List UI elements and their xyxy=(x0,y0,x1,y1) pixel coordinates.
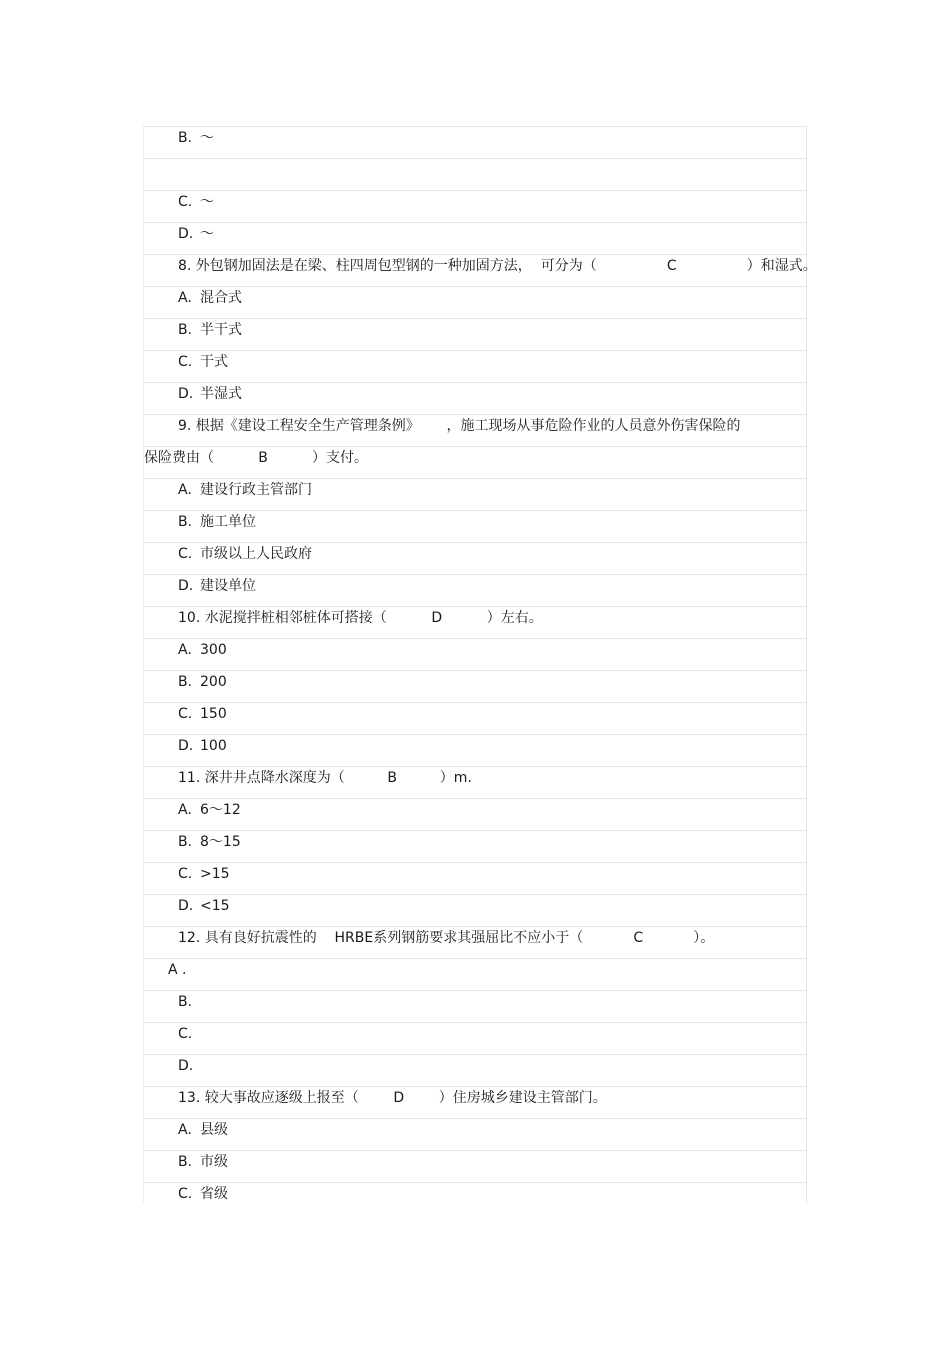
option-letter: B. xyxy=(178,1154,193,1170)
option-row xyxy=(143,1054,807,1086)
row-text xyxy=(178,769,472,787)
row-text xyxy=(178,801,241,819)
answer-key: C xyxy=(666,258,677,274)
option-text: 省级 xyxy=(200,1186,228,1202)
option-letter: C. xyxy=(178,354,193,370)
row-text xyxy=(178,385,242,403)
option-text: 施工单位 xyxy=(200,514,256,530)
option-text: 市级 xyxy=(200,1154,228,1170)
option-row xyxy=(143,702,807,734)
option-letter: C. xyxy=(178,1026,193,1042)
question-tail: ）支付。 xyxy=(312,450,368,466)
option-letter: B. xyxy=(178,514,193,530)
option-letter: D. xyxy=(178,898,194,914)
option-text: 建设单位 xyxy=(200,578,256,594)
option-letter: B. xyxy=(178,674,193,690)
option-letter: D. xyxy=(178,738,194,754)
row-text xyxy=(178,577,256,595)
row-text xyxy=(178,193,214,211)
question-sheet xyxy=(143,126,817,1204)
row-text xyxy=(178,833,241,851)
option-row xyxy=(143,734,807,766)
option-row xyxy=(143,190,807,222)
option-text: 半湿式 xyxy=(200,386,242,402)
option-text: <15 xyxy=(200,898,230,914)
row-text xyxy=(178,129,214,147)
option-row xyxy=(143,350,807,382)
row-text xyxy=(178,897,230,915)
option-text: 100 xyxy=(200,738,227,754)
row-text xyxy=(178,289,242,307)
option-text: 建设行政主管部门 xyxy=(200,482,312,498)
option-text: 市级以上人民政府 xyxy=(200,546,312,562)
option-letter: D. xyxy=(178,578,194,594)
question-tail: ）左右。 xyxy=(486,610,543,626)
option-text: 200 xyxy=(200,674,227,690)
option-text: 150 xyxy=(200,706,227,722)
option-row xyxy=(143,958,807,990)
option-row xyxy=(143,318,807,350)
answer-key: D xyxy=(393,1090,405,1106)
answer-key: B xyxy=(258,450,268,466)
option-text: 县级 xyxy=(200,1122,228,1138)
question-tail: ）m. xyxy=(439,770,472,786)
option-letter: A. xyxy=(178,642,192,658)
option-text: 300 xyxy=(200,642,227,658)
question-stem: 8. 外包钢加固法是在梁、柱四周包型钢的一种加固方法， 可分为（ xyxy=(178,258,597,274)
row-text xyxy=(178,673,227,691)
row-text xyxy=(178,513,256,531)
row-text xyxy=(178,609,543,627)
row-text: 9. 根据《建设工程安全生产管理条例》 ，施工现场从事危险作业的人员意外伤害保险的 xyxy=(178,418,741,434)
option-row xyxy=(143,798,807,830)
option-letter: C. xyxy=(178,194,193,210)
row-text: A . xyxy=(168,962,187,978)
option-row xyxy=(143,862,807,894)
question-row xyxy=(143,446,807,478)
option-letter: A. xyxy=(178,290,192,306)
row-text xyxy=(178,865,230,883)
option-letter: A. xyxy=(178,1122,192,1138)
question-row xyxy=(143,766,807,798)
option-text: ～ xyxy=(200,130,214,146)
option-text: ～ xyxy=(200,194,214,210)
question-stem: 11. 深井井点降水深度为（ xyxy=(178,770,345,786)
question-row xyxy=(143,926,807,958)
row-text xyxy=(178,1089,607,1107)
answer-key: C xyxy=(633,930,644,946)
question-stem: 13. 较大事故应逐级上报至（ xyxy=(178,1090,359,1106)
option-letter: C. xyxy=(178,546,193,562)
option-letter: D. xyxy=(178,1058,194,1074)
option-row xyxy=(143,542,807,574)
question-stem: 保险费由（ xyxy=(144,450,214,466)
option-letter: A. xyxy=(178,802,192,818)
row-text xyxy=(178,1121,228,1139)
option-letter: B. xyxy=(178,322,193,338)
question-row xyxy=(143,254,817,286)
row-text xyxy=(144,449,368,467)
row-text xyxy=(178,545,312,563)
option-row xyxy=(143,1182,807,1204)
option-text: 干式 xyxy=(200,354,228,370)
option-row xyxy=(143,574,807,606)
option-row xyxy=(143,126,807,158)
answer-key: D xyxy=(431,610,443,626)
option-letter: D. xyxy=(178,386,194,402)
option-text: ～ xyxy=(200,226,214,242)
row-text xyxy=(178,1025,200,1043)
answer-key: B xyxy=(387,770,398,786)
option-letter: A. xyxy=(178,482,192,498)
option-text: 6～12 xyxy=(200,802,241,818)
option-letter: C. xyxy=(178,1186,193,1202)
row-text xyxy=(178,481,312,499)
question-row xyxy=(143,606,807,638)
option-row xyxy=(143,222,807,254)
option-row xyxy=(143,1150,807,1182)
option-letter: C. xyxy=(178,866,193,882)
blank-row xyxy=(143,158,807,190)
question-stem: 10. 水泥搅拌桩相邻桩体可搭接（ xyxy=(178,610,387,626)
row-text xyxy=(178,705,227,723)
option-row xyxy=(143,638,807,670)
option-text: 半干式 xyxy=(200,322,242,338)
row-text xyxy=(178,1153,228,1171)
option-row xyxy=(143,670,807,702)
option-row xyxy=(143,830,807,862)
row-text xyxy=(178,993,200,1011)
row-text xyxy=(178,1185,228,1203)
option-row xyxy=(143,990,807,1022)
question-row xyxy=(143,1086,807,1118)
option-row xyxy=(143,510,807,542)
question-tail: ）。 xyxy=(693,930,715,946)
question-row xyxy=(143,414,807,446)
row-text xyxy=(178,737,227,755)
option-letter: B. xyxy=(178,994,193,1010)
row-text xyxy=(178,257,817,275)
option-letter: B. xyxy=(178,130,193,146)
option-row xyxy=(143,1022,807,1054)
row-text xyxy=(178,929,714,947)
option-text: 混合式 xyxy=(200,290,242,306)
question-stem: 12. 具有良好抗震性的 HRBE系列钢筋要求其强屈比不应小于（ xyxy=(178,930,584,946)
option-row xyxy=(143,894,807,926)
option-row xyxy=(143,1118,807,1150)
row-text xyxy=(178,641,227,659)
option-letter: D. xyxy=(178,226,194,242)
row-text xyxy=(178,1057,200,1075)
question-tail: ）和湿式。 xyxy=(746,258,817,274)
option-row xyxy=(143,478,807,510)
option-text: 8～15 xyxy=(200,834,241,850)
option-letter: C. xyxy=(178,706,193,722)
question-tail: ）住房城乡建设主管部门。 xyxy=(438,1090,607,1106)
option-letter: B. xyxy=(178,834,193,850)
row-text xyxy=(178,225,214,243)
option-text: >15 xyxy=(200,866,230,882)
row-text xyxy=(178,353,228,371)
row-text xyxy=(178,321,242,339)
option-row xyxy=(143,382,807,414)
option-row xyxy=(143,286,807,318)
